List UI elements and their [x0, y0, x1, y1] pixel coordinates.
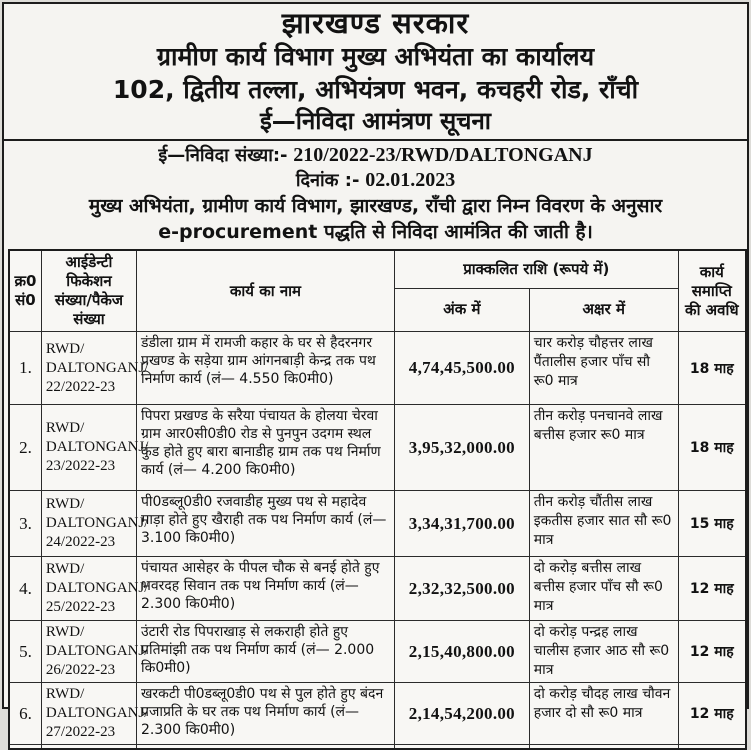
intro-line-2: e-procurement पद्धति से निविदा आमंत्रित की जाती है।: [158, 221, 593, 243]
notice-meta: [4, 143, 747, 245]
work-name-cell: खरकटी पी0डब्लू0डी0 पथ से पुल होते हुए बंदन प्रजाप्रति के घर तक पथ निर्माण कार्य (लं— 2.300 कि0मी0): [136, 683, 394, 745]
duration-cell: 15 माह: [678, 491, 746, 557]
tender-table-head: [9, 250, 746, 332]
package-cell: RWD/ DALTONGANJ/ 25/2022-23: [41, 557, 136, 621]
serial-cell: 5.: [9, 621, 41, 683]
table-row: [9, 683, 746, 745]
package-cell: RWD/ DALTONGANJ/ 23/2022-23: [41, 405, 136, 491]
amount-words-cell: तीन करोड़ पनचानवे लाख बत्तीस हजार रू0 मात्र: [529, 405, 678, 491]
serial-cell: 3.: [9, 491, 41, 557]
work-name-cell: पिपरा प्रखण्ड के सरैया पंचायत के होलया चेरवा ग्राम आर0सी0डी0 रोड से पुनपुन उदगम स्थल कुंड होते हुए बारा बानाडीह ग्राम तक पथ निर्माण कार्य (लं— 4.200 कि0मी0): [136, 405, 394, 491]
amount-words-cell: दो करोड़ पन्द्रह लाख चालीस हजार आठ सौ रू0 मात्र: [529, 621, 678, 683]
work-name-cell: उंटारी रोड पिपराखाड़ से लकराही होते हुए प्रतिमांझी तक पथ निर्माण कार्य (लं— 2.000 कि0मी0): [136, 621, 394, 683]
tender-number-value: 210/2022-23/RWD/DALTONGANJ: [293, 144, 593, 166]
duration-cell: 12 माह: [678, 683, 746, 745]
amount-figures-cell: 2,32,32,500.00: [394, 557, 529, 621]
intro-line-1: मुख्य अभियंता, ग्रामीण कार्य विभाग, झारखण्ड, राँची द्वारा निम्न विवरण के अनुसार: [88, 195, 663, 217]
col-header-duration: कार्य समाप्ति की अवधि: [678, 250, 746, 332]
col-header-amount-figures: अंक में: [394, 288, 529, 331]
amount-words-cell: तीन करोड़ चौंतीस लाख इकतीस हजार सात सौ रू0 मात्र: [529, 491, 678, 557]
work-name-cell: पी0डब्लू0डी0 रजवाडीह मुख्य पथ से महादेव माड़ा होते हुए खैराही तक पथ निर्माण कार्य (लं— 3.100 कि0मी0): [136, 491, 394, 557]
table-row: [9, 557, 746, 621]
amount-figures-cell: 3,95,32,000.00: [394, 405, 529, 491]
package-cell: RWD/ DALTONGANJ/ 22/2022-23: [41, 332, 136, 405]
package-cell: RWD/ DALTONGANJ/ 24/2022-23: [41, 491, 136, 557]
work-name-cell: डंडीला ग्राम में रामजी कहार के घर से हैदरनगर प्रखण्ड के सड़ेया ग्राम आंगनबाड़ी केन्द्र तक पथ निर्माण कार्य (लं— 4.550 कि0मी0): [136, 332, 394, 405]
table-row: [9, 491, 746, 557]
amount-figures-cell: 3,34,31,700.00: [394, 491, 529, 557]
table-row-cutoff: [9, 745, 746, 749]
amount-figures-cell: 2,14,54,200.00: [394, 683, 529, 745]
office-address: 102, द्वितीय तल्ला, अभियंत्रण भवन, कचहरी रोड, राँची: [112, 75, 639, 104]
col-header-estimated-amount: प्राक्कलित राशि (रूपये में): [394, 250, 678, 288]
duration-cell: 12 माह: [678, 557, 746, 621]
duration-cell: 18 माह: [678, 405, 746, 491]
col-header-amount-words: अक्षर में: [529, 288, 678, 331]
tender-table: [8, 249, 747, 750]
tender-number-line: [4, 143, 747, 168]
serial-cell: 2.: [9, 405, 41, 491]
table-row: [9, 621, 746, 683]
government-title: झारखण्ड सरकार: [281, 6, 470, 40]
package-cell: RWD/ DALTONGANJ/ 26/2022-23: [41, 621, 136, 683]
amount-words-cell: दो करोड़ बत्तीस लाख बत्तीस हजार पाँच सौ रू0 मात्र: [529, 557, 678, 621]
tender-date-label: दिनांक :-: [295, 170, 360, 191]
notice-title: ई—निविदा आमंत्रण सूचना: [259, 107, 492, 135]
tender-number-label: ई—निविदा संख्या:-: [158, 145, 288, 166]
table-row: [9, 332, 746, 405]
col-header-work-name: कार्य का नाम: [136, 250, 394, 332]
serial-cell: 1.: [9, 332, 41, 405]
amount-figures-cell: 2,15,40,800.00: [394, 621, 529, 683]
department-title: ग्रामीण कार्य विभाग मुख्य अभियंता का कार्यालय: [156, 42, 595, 71]
header-divider: [4, 139, 747, 141]
amount-figures-cell: 4,74,45,500.00: [394, 332, 529, 405]
amount-words-cell: चार करोड़ चौहत्तर लाख पैंतालीस हजार पाँच सौ रू0 मात्र: [529, 332, 678, 405]
amount-words-cell: दो करोड़ चौदह लाख चौवन हजार दो सौ रू0 मात्र: [529, 683, 678, 745]
document-header: [4, 4, 747, 136]
table-row: [9, 405, 746, 491]
tender-table-body: [9, 332, 746, 749]
package-cell: RWD/ DALTONGANJ/ 27/2022-23: [41, 683, 136, 745]
serial-cell: 4.: [9, 557, 41, 621]
col-header-serial: क्र0 सं0: [9, 250, 41, 332]
tender-notice-document: [2, 2, 749, 740]
duration-cell: 12 माह: [678, 621, 746, 683]
tender-date-line: [4, 168, 747, 193]
tender-date-value: 02.01.2023: [365, 169, 456, 191]
col-header-package: आईडेन्टी फिकेशन संख्या/पैकेज संख्या: [41, 250, 136, 332]
work-name-cell: पंचायत आसेहर के पीपल चौक से बनई होते हुए भवरदह सिवान तक पथ निर्माण कार्य (लं— 2.300 कि0मी0): [136, 557, 394, 621]
serial-cell: 6.: [9, 683, 41, 745]
duration-cell: 18 माह: [678, 332, 746, 405]
